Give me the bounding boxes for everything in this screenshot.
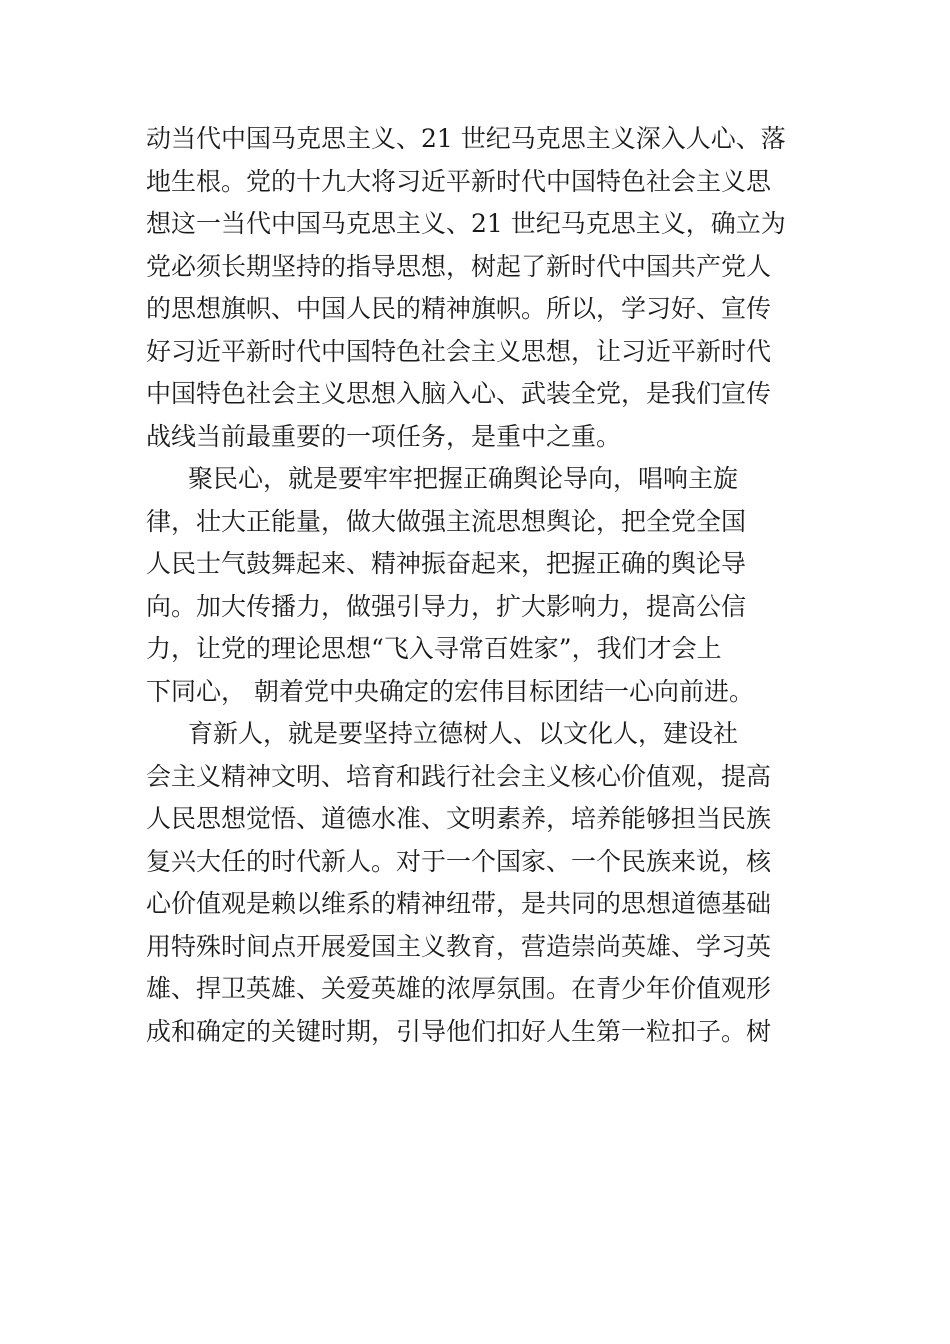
text-line: 的思想旗帜、中国人民的精神旗帜。所以，学习好、宣传: [146, 294, 772, 323]
text-line: 雄、捍卫英雄、关爱英雄的浓厚氛围。在青少年价值观形: [146, 974, 772, 1003]
text-line: 用特殊时间点开展爱国主义教育，营造崇尚英雄、学习英: [146, 931, 772, 961]
text-line: 复兴大任的时代新人。对于一个国家、一个民族来说，核: [146, 846, 772, 876]
text-line: 人民士气鼓舞起来、精神振奋起来，把握正确的舆论导: [146, 549, 747, 578]
paragraph-1: [146, 118, 806, 458]
text-line: 育新人，就是要坚持立德树人、以文化人，建设社: [188, 719, 739, 748]
document-body: [146, 118, 806, 1053]
text-line: 地生根。党的十九大将习近平新时代中国特色社会主义思: [146, 166, 772, 196]
text-line: 向。加大传播力，做强引导力，扩大影响力，提高公信: [146, 591, 747, 621]
text-line: 力，让党的理论思想“飞入寻常百姓家”，我们才会上: [146, 634, 722, 663]
text-line: 聚民心，就是要牢牢把握正确舆论导向，唱响主旋: [188, 464, 739, 493]
text-line: 中国特色社会主义思想入脑入心、武装全党，是我们宣传: [146, 379, 772, 408]
text-line: 下同心， 朝着党中央确定的宏伟目标团结一心向前进。: [146, 676, 754, 706]
paragraph-3: [146, 713, 806, 1053]
paragraph-2: [146, 458, 806, 713]
text-line: 想这一当代中国马克思主义、21 世纪马克思主义，确立为: [146, 209, 786, 238]
text-line: 党必须长期坚持的指导思想，树起了新时代中国共产党人: [146, 251, 772, 281]
text-line: 好习近平新时代中国特色社会主义思想，让习近平新时代: [146, 336, 772, 366]
text-line: 律，壮大正能量，做大做强主流思想舆论，把全党全国: [146, 506, 747, 536]
text-line: 人民思想觉悟、道德水准、文明素养，培养能够担当民族: [146, 804, 772, 833]
text-line: 心价值观是赖以维系的精神纽带，是共同的思想道德基础: [146, 889, 772, 918]
text-line: 会主义精神文明、培育和践行社会主义核心价值观，提高: [146, 761, 772, 791]
text-line: 战线当前最重要的一项任务，是重中之重。: [146, 421, 622, 451]
text-line: 动当代中国马克思主义、21 世纪马克思主义深入人心、落: [146, 124, 786, 153]
text-line: 成和确定的关键时期，引导他们扣好人生第一粒扣子。树: [146, 1016, 772, 1046]
